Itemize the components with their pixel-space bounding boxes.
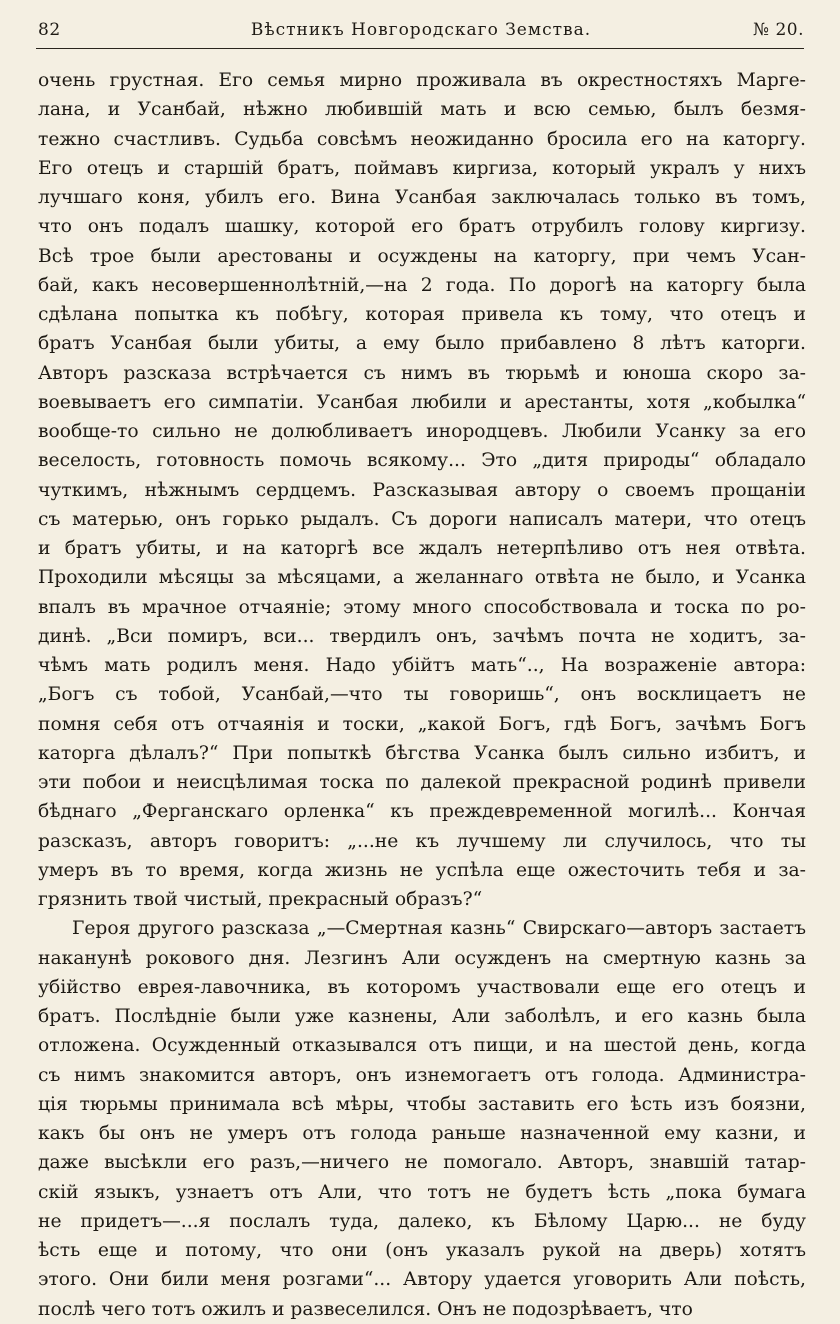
text-line: динѣ. „Вси помиръ, вси... твердилъ онъ, зачѣмъ почта не ходитъ, за- xyxy=(38,625,806,647)
text-line: лучшаго коня, убилъ его. Вина Усанбая заключалась только въ томъ, xyxy=(38,187,806,208)
header-rule xyxy=(36,48,804,49)
text-line: убійство еврея-лавочника, въ которомъ участвовали еще его отецъ и xyxy=(38,976,806,998)
text-line: веселость, готовность помочь всякому... Это „дитя природы“ обладало xyxy=(38,450,806,472)
text-line: „Богъ съ тобой, Усанбай,—что ты говоришь“, онъ восклицаетъ не xyxy=(38,684,806,706)
text-line: грязнить твой чистый, прекрасный образъ?“ xyxy=(38,889,483,910)
text-line: этого. Они били меня розгами“... Автору удается уговорить Али поѣсть, xyxy=(38,1269,806,1291)
paragraph xyxy=(38,914,806,1324)
issue-number: № 20. xyxy=(752,20,804,40)
paragraph xyxy=(38,66,806,914)
text-line: тежно счастливъ. Судьба совсѣмъ неожиданно бросила его на каторгу. xyxy=(38,128,806,150)
text-line: сдѣлана попытка къ побѣгу, которая привела къ тому, что отецъ и xyxy=(38,304,806,325)
text-line: воевываетъ его симпатіи. Усанбая любили и арестанты, хотя „кобылка“ xyxy=(38,391,806,413)
text-line: братъ. Послѣдніе были уже казнены, Али заболѣлъ, и его казнь была xyxy=(38,1006,806,1027)
text-line: что онъ подалъ шашку, которой его братъ отрубилъ голову киргизу. xyxy=(38,216,806,238)
text-line: вообще-то сильно не долюбливаетъ инородцевъ. Любили Усанку за его xyxy=(38,421,806,442)
text-line: помня себя отъ отчаянія и тоски, „какой Богъ, гдѣ Богъ, зачѣмъ Богъ xyxy=(38,713,806,735)
text-line: эти побои и неисцѣлимая тоска по далекой прекрасной родинѣ привели xyxy=(38,772,806,793)
text-line: наканунѣ рокового дня. Лезгинъ Али осужденъ на смертную казнь за xyxy=(38,947,806,969)
text-line: братъ Усанбая были убиты, а ему было прибавлено 8 лѣтъ каторги. xyxy=(38,333,806,355)
text-line: Всѣ трое были арестованы и осуждены на каторгу, при чемъ Усан- xyxy=(38,245,806,267)
text-line: впалъ въ мрачное отчаяніе; этому много способствовала и тоска по ро- xyxy=(38,596,806,618)
text-line: отложена. Осужденный отказывался отъ пищи, и на шестой день, когда xyxy=(38,1035,806,1057)
text-line: лана, и Усанбай, нѣжно любившій мать и всю семью, былъ безмя- xyxy=(38,99,806,121)
text-line: чѣмъ мать родилъ меня. Надо убійтъ мать“.., На возраженіе автора: xyxy=(38,655,806,676)
text-line: Его отецъ и старшій братъ, поймавъ киргиза, который укралъ у нихъ xyxy=(38,157,806,179)
text-line: бѣднаго „Ферганскаго орленка“ къ преждевременной могилѣ... Кончая xyxy=(38,801,806,823)
text-line: даже высѣкли его разъ,—ничего не помогало. Авторъ, знавшій татар- xyxy=(38,1152,806,1174)
text-line: ція тюрьмы принимала всѣ мѣры, чтобы заставить его ѣсть изъ боязни, xyxy=(38,1093,806,1115)
journal-title: Вѣстникъ Новгородскаго Земства. xyxy=(250,20,592,40)
text-line: послѣ чего тотъ ожилъ и развеселился. Онъ не подозрѣваетъ, что xyxy=(38,1298,693,1320)
page-number: 82 xyxy=(38,20,61,40)
text-line: умеръ въ то время, когда жизнь не успѣла еще ожесточить тебя и за- xyxy=(38,859,806,881)
text-line: не придетъ—...я послалъ туда, далеко, къ Бѣлому Царю... не буду xyxy=(38,1210,806,1232)
text-line: бай, какъ несовершеннолѣтній,—на 2 года. По дорогѣ на каторгу была xyxy=(38,274,806,296)
text-line: разсказъ, авторъ говоритъ: „...не къ лучшему ли случилось, что ты xyxy=(38,830,806,852)
text-line: Проходили мѣсяцы за мѣсяцами, а желаннаго отвѣта не было, и Усанка xyxy=(38,567,806,589)
running-header xyxy=(38,20,804,46)
text-line: съ нимъ знакомится авторъ, онъ изнемогаетъ отъ голода. Администра- xyxy=(38,1064,806,1086)
text-line: чуткимъ, нѣжнымъ сердцемъ. Разсказывая автору о своемъ прощаніи xyxy=(38,479,806,501)
text-line: очень грустная. Его семья мирно проживала въ окрестностяхъ Марге- xyxy=(38,70,806,91)
text-line: и братъ убиты, и на каторгѣ все ждалъ нетерпѣливо отъ нея отвѣта. xyxy=(38,538,806,559)
body-text xyxy=(38,66,806,1324)
text-line: скій языкъ, узнаетъ отъ Али, что тотъ не будетъ ѣсть „пока бумага xyxy=(38,1181,806,1203)
text-line: каторга дѣлалъ?“ При попыткѣ бѣгства Усанка былъ сильно избитъ, и xyxy=(38,742,806,764)
text-line: ѣсть еще и потому, что они (онъ указалъ рукой на дверь) хотятъ xyxy=(38,1240,806,1261)
text-line: какъ бы онъ не умеръ отъ голода раньше назначенной ему казни, и xyxy=(38,1123,806,1144)
text-line: съ матерью, онъ горько рыдалъ. Съ дороги написалъ матери, что отецъ xyxy=(38,508,806,530)
text-line: Героя другого разсказа „—Смертная казнь“ Свирскаго—авторъ застаетъ xyxy=(72,918,806,940)
text-line: Авторъ разсказа встрѣчается съ нимъ въ тюрьмѣ и юноша скоро за- xyxy=(38,362,806,384)
